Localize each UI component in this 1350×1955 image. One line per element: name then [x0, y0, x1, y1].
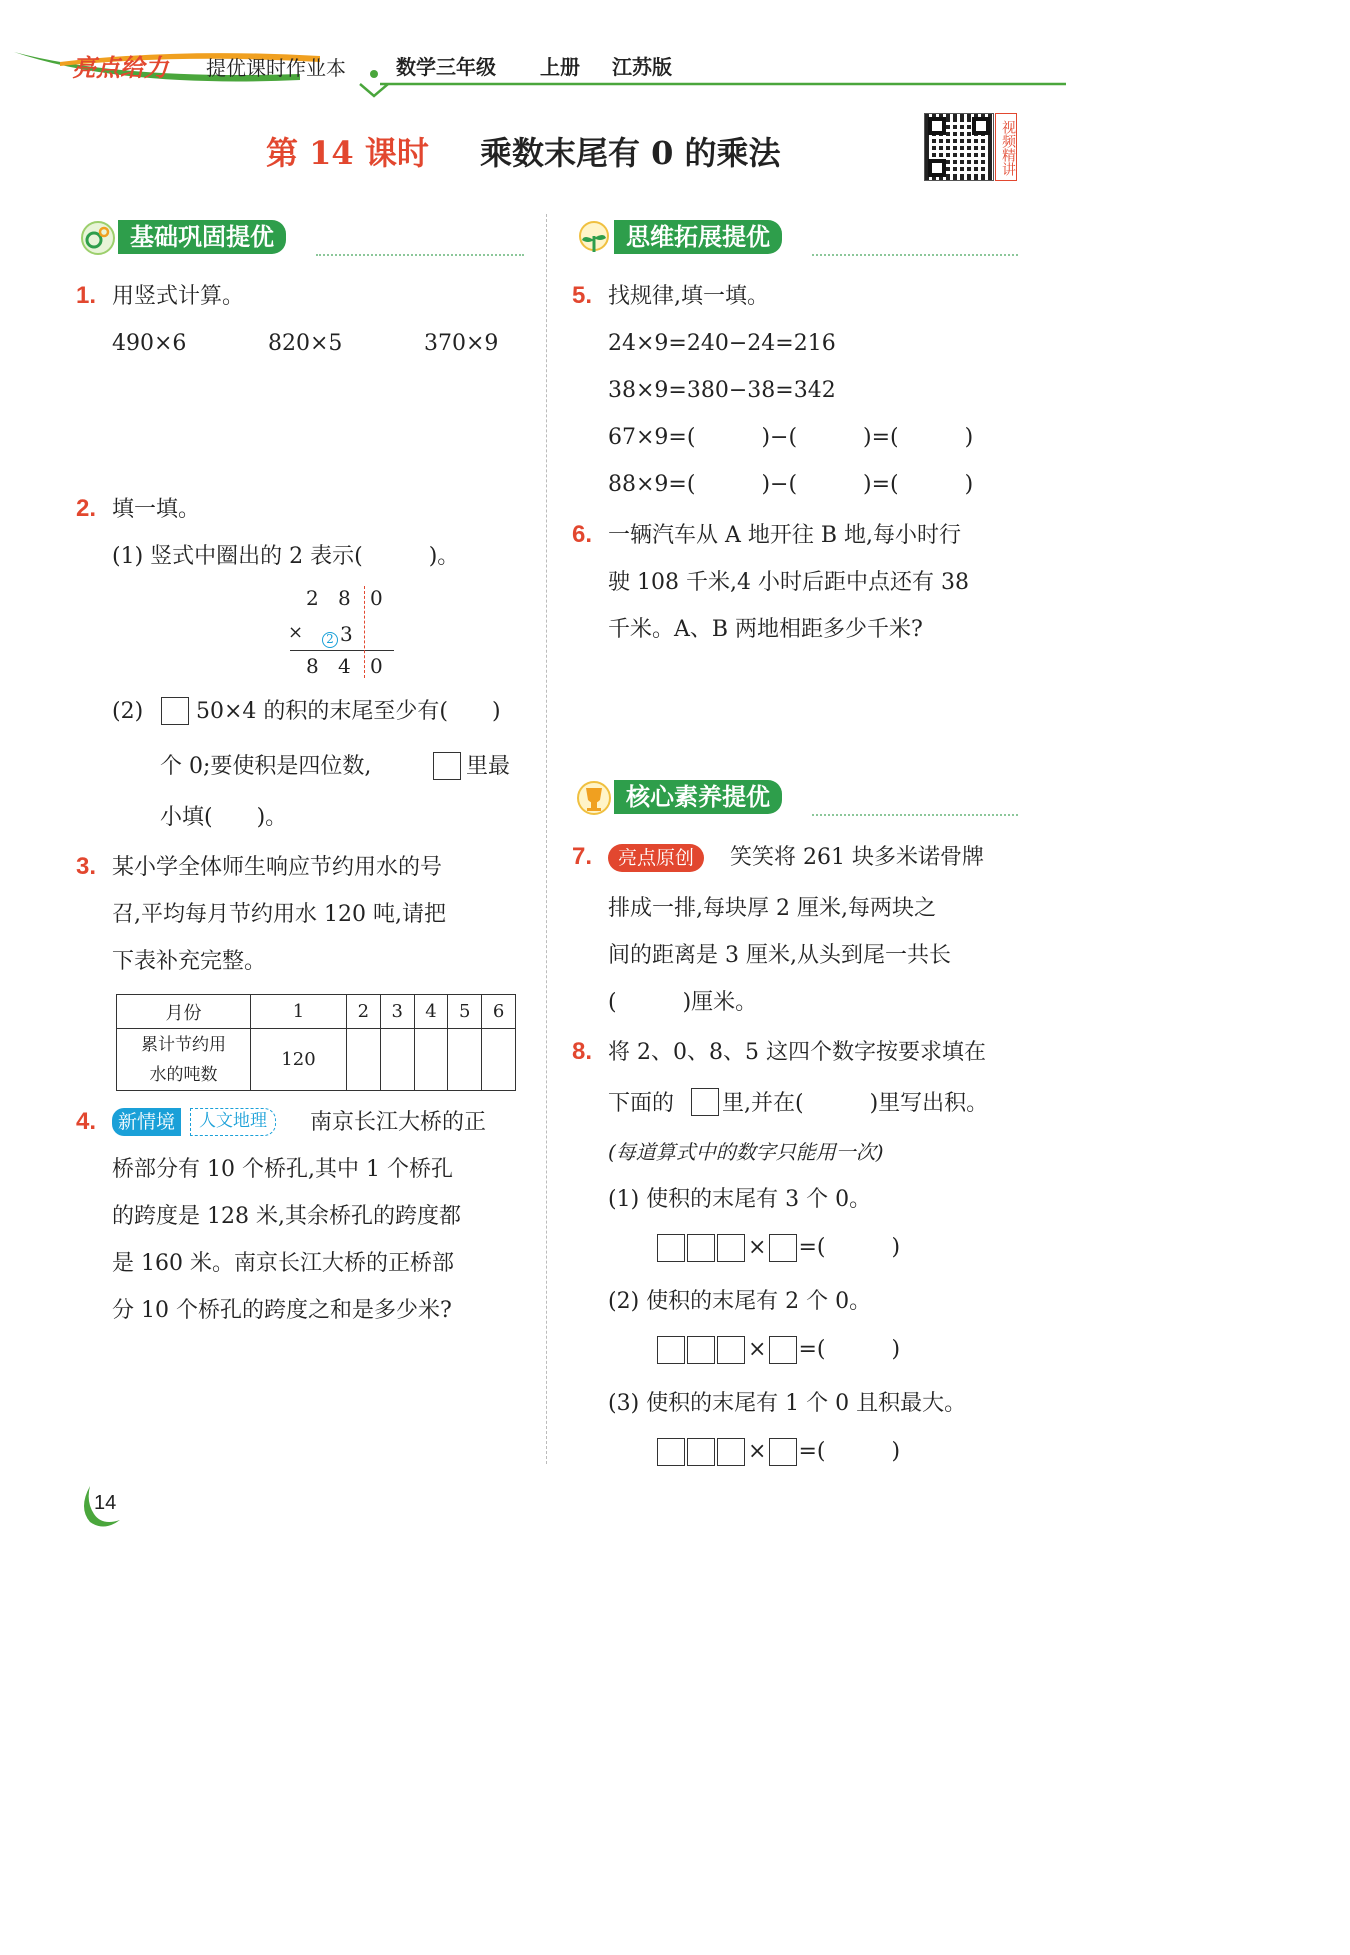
tag-new-context: 新情境 — [112, 1108, 181, 1136]
note: (每道算式中的数字只能用一次) — [608, 1140, 884, 1164]
table-header: 2 — [346, 995, 380, 1029]
digit-box[interactable] — [769, 1438, 797, 1466]
question-number: 6. — [572, 521, 593, 548]
table-cell[interactable] — [414, 1029, 448, 1091]
table-row-label: 累计节约用 水的吨数 — [117, 1029, 251, 1091]
tag-original: 亮点原创 — [608, 844, 704, 872]
answer-box — [691, 1088, 719, 1116]
digit-box[interactable] — [717, 1234, 745, 1262]
lesson-title: 乘数末尾有 0 的乘法 — [480, 134, 781, 172]
calc-item: 820×5 — [268, 331, 343, 356]
question-number: 3. — [76, 853, 97, 880]
table-header: 1 — [251, 995, 347, 1029]
question-number: 2. — [76, 495, 97, 522]
subject-grade: 数学三年级 — [396, 55, 496, 79]
brand-logo-text: 亮点给力 — [72, 54, 168, 82]
vertical-multiplication: 2 8 0 × 2 3 8 4 0 — [286, 586, 396, 678]
page-number: 14 — [94, 1492, 117, 1514]
calc-item: 370×9 — [424, 331, 499, 356]
tag-geography: 人文地理 — [190, 1108, 276, 1136]
edition: 江苏版 — [612, 55, 672, 79]
question-text: 填一填。 — [112, 497, 201, 522]
question-text: 用竖式计算。 — [112, 284, 245, 309]
equation-row: × =( ) — [656, 1438, 900, 1470]
section-title: 核心素养提优 — [614, 780, 782, 814]
volume: 上册 — [540, 55, 580, 79]
calc-item: 490×6 — [112, 331, 187, 356]
section-core — [572, 778, 1020, 818]
qr-code-icon[interactable] — [924, 113, 994, 181]
table-cell: 120 — [251, 1029, 347, 1091]
circled-digit: 2 — [322, 632, 338, 648]
table-header: 6 — [482, 995, 516, 1029]
digit-box[interactable] — [717, 1336, 745, 1364]
digit-box[interactable] — [717, 1438, 745, 1466]
table-header: 3 — [380, 995, 414, 1029]
question-number: 4. — [76, 1108, 97, 1135]
digit-box[interactable] — [657, 1438, 685, 1466]
table-cell[interactable] — [380, 1029, 414, 1091]
product-blank[interactable]: =( ) — [798, 1235, 901, 1260]
section-thinking — [572, 218, 1020, 258]
section-title: 思维拓展提优 — [614, 220, 782, 254]
answer-box[interactable] — [433, 752, 461, 780]
question-number: 5. — [572, 282, 593, 309]
table-header: 5 — [448, 995, 482, 1029]
digit-box[interactable] — [769, 1336, 797, 1364]
question-number: 1. — [76, 282, 97, 309]
book-name: 提优课时作业本 — [206, 56, 346, 80]
sprout-icon — [572, 218, 614, 258]
digit-box[interactable] — [657, 1234, 685, 1262]
table-header: 4 — [414, 995, 448, 1029]
lesson-number: 第 14 课时 — [266, 134, 429, 172]
digit-box[interactable] — [687, 1336, 715, 1364]
digit-box[interactable] — [657, 1336, 685, 1364]
digit-box[interactable] — [687, 1234, 715, 1262]
table-cell[interactable] — [482, 1029, 516, 1091]
table-cell[interactable] — [346, 1029, 380, 1091]
question-number: 8. — [572, 1038, 593, 1065]
answer-box[interactable] — [161, 697, 189, 725]
sub-question: (1) 竖式中圈出的 2 表示( )。 — [112, 544, 460, 569]
savings-table — [116, 994, 516, 1091]
section-basic — [76, 218, 526, 258]
table-cell[interactable] — [448, 1029, 482, 1091]
table-header: 月份 — [117, 995, 251, 1029]
product-blank[interactable]: =( ) — [798, 1439, 901, 1464]
equation-row: × =( ) — [656, 1336, 900, 1368]
column-divider — [546, 214, 547, 1464]
question-number: 7. — [572, 843, 593, 870]
equation-row: × =( ) — [656, 1234, 900, 1266]
digit-box[interactable] — [687, 1438, 715, 1466]
product-blank[interactable]: =( ) — [798, 1337, 901, 1362]
gear-icon — [76, 218, 118, 258]
qr-label: 视频精讲 — [995, 113, 1017, 181]
trophy-icon — [572, 778, 614, 818]
section-title: 基础巩固提优 — [118, 220, 286, 254]
digit-box[interactable] — [769, 1234, 797, 1262]
